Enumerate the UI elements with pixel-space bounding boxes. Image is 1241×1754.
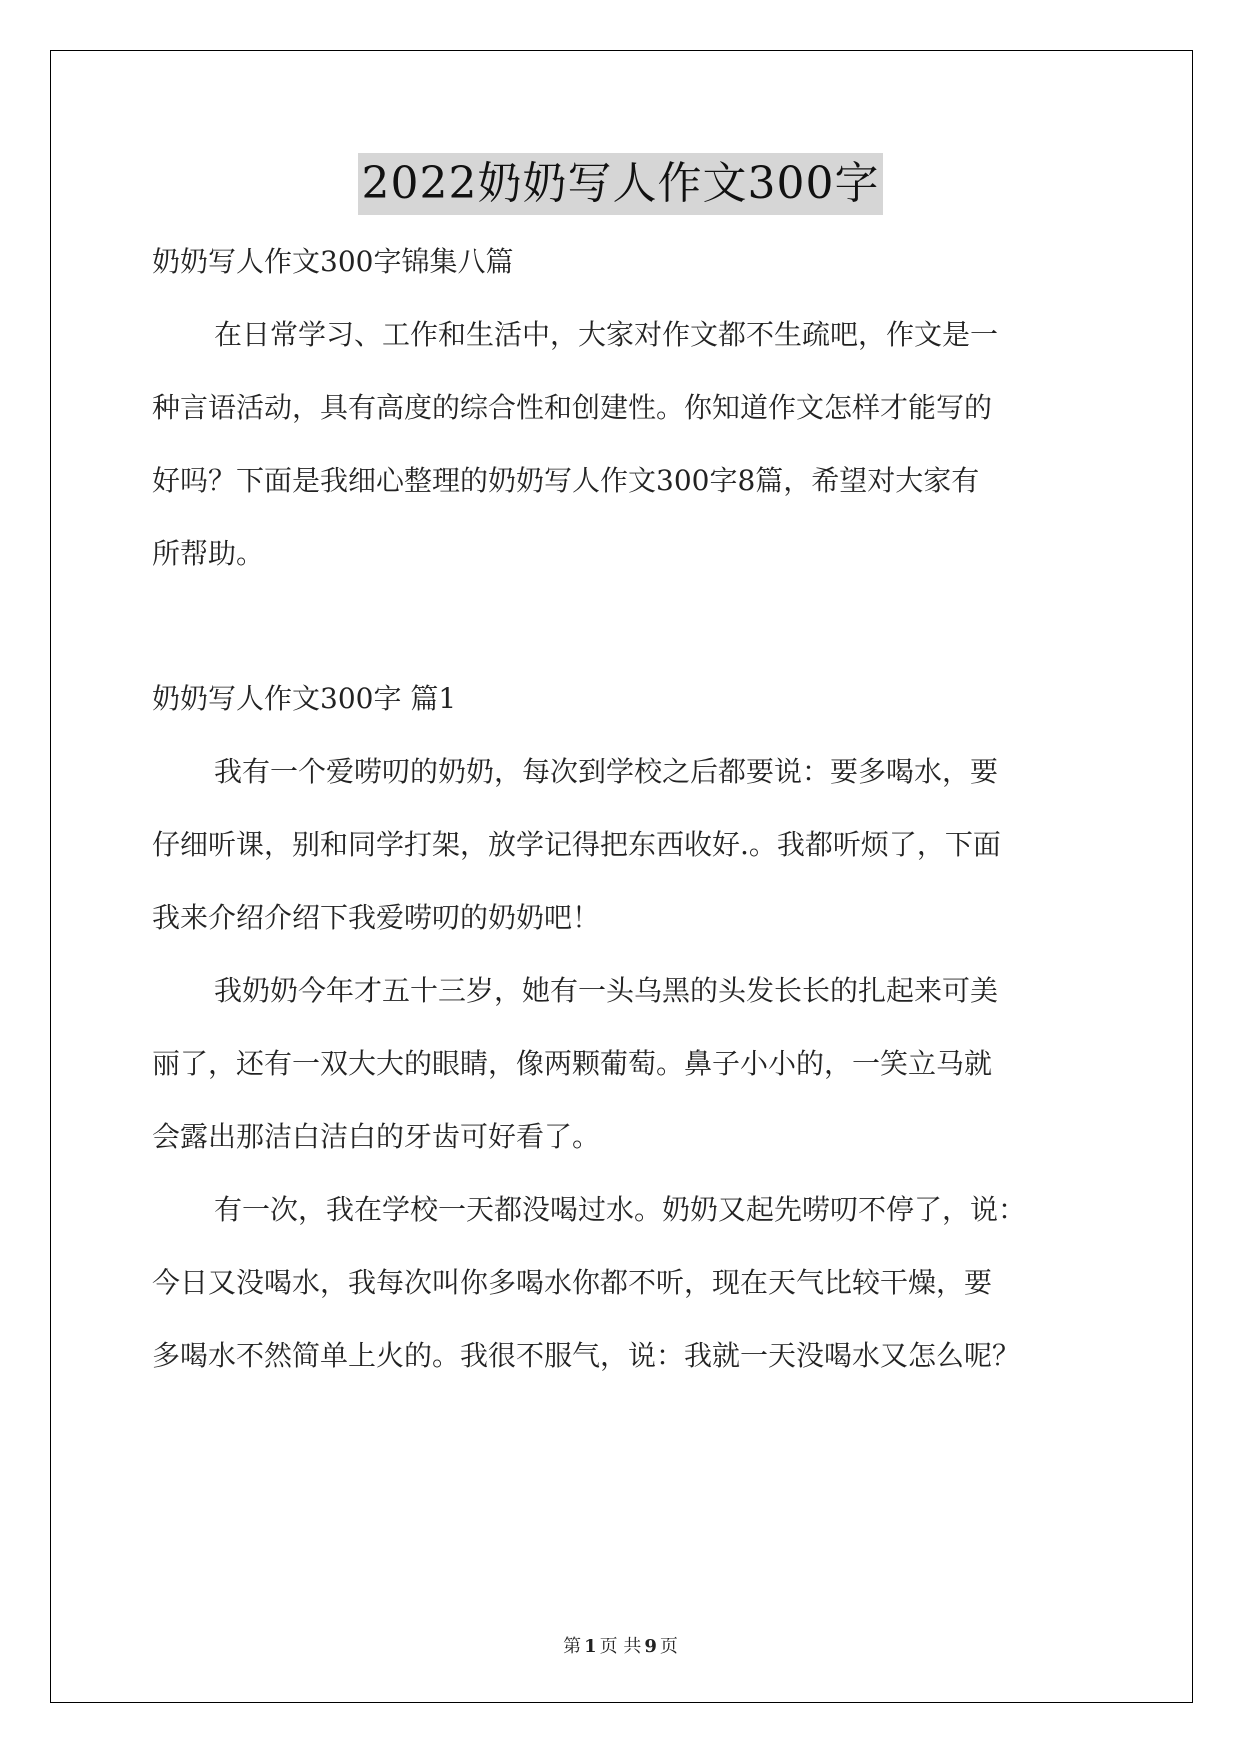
intro-line: 种言语活动，具有高度的综合性和创建性。你知道作文怎样才能写的 — [152, 391, 993, 424]
footer-suffix: 页 — [659, 1636, 678, 1657]
document-title: 2022奶奶写人作文300字 — [358, 153, 884, 215]
paragraph-line: 今日又没喝水，我每次叫你多喝水你都不听，现在天气比较干燥，要 — [152, 1266, 993, 1299]
paragraph-line: 丽了，还有一双大大的眼睛，像两颗葡萄。鼻子小小的，一笑立马就 — [152, 1047, 993, 1080]
intro-line: 所帮助。 — [152, 537, 265, 570]
footer-mid: 页 共 — [599, 1636, 642, 1657]
paragraph-line: 我来介绍介绍下我爱唠叨的奶奶吧！ — [152, 901, 601, 934]
paragraph-line: 仔细听课，别和同学打架，放学记得把东西收好.。我都听烦了，下面 — [152, 828, 1001, 861]
paragraph-line: 我奶奶今年才五十三岁，她有一头乌黑的头发长长的扎起来可美 — [214, 974, 999, 1007]
intro-line: 好吗？下面是我细心整理的奶奶写人作文300字8篇，希望对大家有 — [152, 464, 980, 497]
section-heading: 奶奶写人作文300字 篇1 — [152, 682, 457, 715]
intro-line: 在日常学习、工作和生活中，大家对作文都不生疏吧，作文是一 — [214, 318, 999, 351]
footer-prefix: 第 — [563, 1636, 582, 1657]
paragraph-line: 会露出那洁白洁白的牙齿可好看了。 — [152, 1120, 601, 1153]
paragraph-line: 多喝水不然简单上火的。我很不服气，说：我就一天没喝水又怎么呢？ — [152, 1339, 1021, 1372]
paragraph-line: 有一次，我在学校一天都没喝过水。奶奶又起先唠叨不停了，说： — [214, 1193, 1027, 1226]
page-border — [50, 50, 1193, 1703]
footer-page-number: 1 — [584, 1636, 597, 1657]
title-container — [0, 153, 1241, 215]
document-subtitle: 奶奶写人作文300字锦集八篇 — [152, 245, 514, 278]
footer-total-pages: 9 — [644, 1636, 657, 1657]
paragraph-line: 我有一个爱唠叨的奶奶，每次到学校之后都要说：要多喝水，要 — [214, 755, 999, 788]
page-footer — [0, 1632, 1241, 1658]
